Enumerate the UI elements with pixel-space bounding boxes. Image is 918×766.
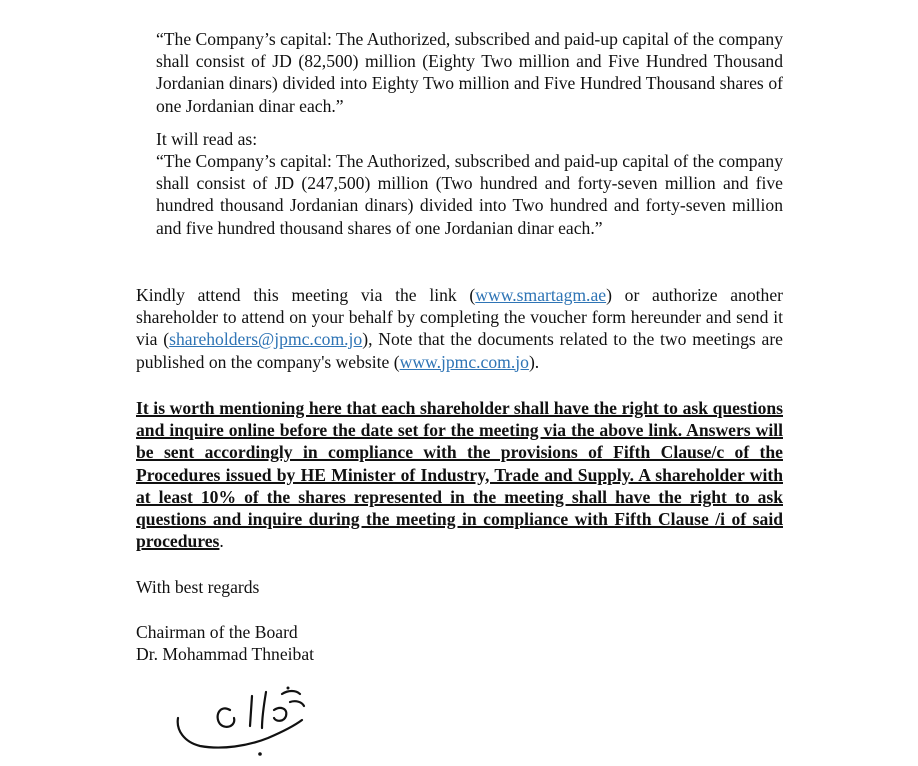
attendance-text-1: Kindly attend this meeting via the link (: [136, 285, 476, 305]
original-capital-clause: “The Company’s capital: The Authorized, subscribed and paid-up capital of the company shall consist of JD (82,500) million (Eighty Two million and Five Hundred Thousand Jordanian dinars) divided into Eighty Two million and Five Hundred Thousand shares of one Jordanian dinar each.”: [156, 29, 783, 116]
notice-end: .: [219, 531, 224, 552]
attendance-paragraph: [136, 284, 783, 373]
smartagm-link[interactable]: www.smartagm.ae: [475, 285, 607, 305]
company-website-link[interactable]: www.jpmc.com.jo: [399, 351, 529, 372]
notice-text: It is worth mentioning here that each shareholder shall have the right to ask questions and inquire online before the date set for the meeting via the above link. Answers will be sent accordingly in compliance with the provisions of Fifth Clause/c of the Procedures issued by HE Minister of Industry, Trade and Supply. A shareholder with at least 10% of the shares represented in the meeting shall have the right to ask questions and inquire during the meeting in compliance with Fifth Clause /i of said procedures: [136, 398, 783, 552]
shareholders-email-link[interactable]: shareholders@jpmc.com.jo: [169, 329, 363, 350]
attendance-text-4: ).: [528, 351, 540, 372]
signatory-name: Dr. Mohammad Thneibat: [136, 644, 315, 665]
amended-capital-clause: “The Company’s capital: The Authorized, subscribed and paid-up capital of the company shall consist of JD (247,500) million (Two hundred and forty-seven million and five hundred thousand Jordanian dinars) divided into Two hundred and forty-seven million and five hundred thousand shares of one Jordanian dinar each.”: [156, 151, 783, 238]
shareholder-questions-notice: [136, 397, 783, 552]
amendment-intro: It will read as:: [156, 129, 258, 149]
signatory-title: Chairman of the Board: [136, 622, 298, 642]
signatory-block: [136, 621, 536, 665]
attendance-text-2: ) or authorize another shareholder to attend on your behalf by completing the voucher form hereunder and send it via (: [136, 285, 783, 350]
handwritten-signature-icon: [170, 680, 320, 760]
closing-regards: With best regards: [136, 577, 260, 597]
attendance-text-3: ), Note that the documents related to the two meetings are published on the company's website (: [136, 329, 783, 372]
